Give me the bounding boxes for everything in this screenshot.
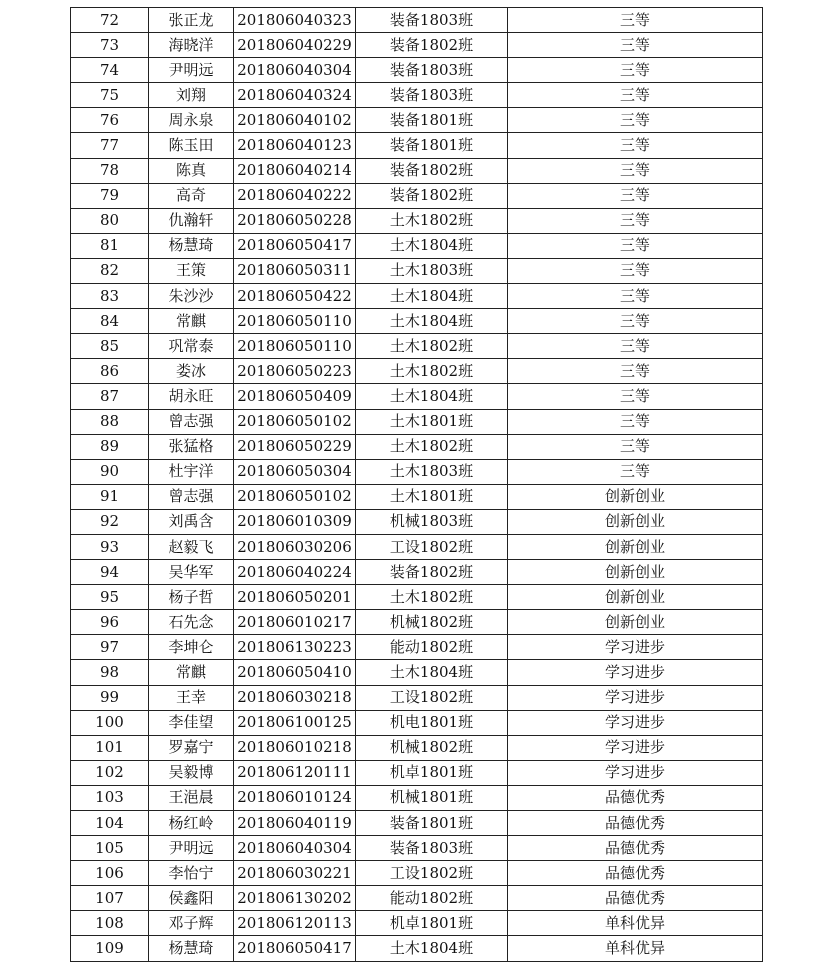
student-name-cell: 胡永旺 [149,384,234,409]
row-number-cell: 93 [71,534,149,559]
class-name-cell: 装备1801班 [356,108,508,133]
table-row [71,434,763,459]
student-name-cell: 李坤仑 [149,635,234,660]
student-name-cell: 王浥晨 [149,785,234,810]
award-type-cell: 学习进步 [508,735,763,760]
row-number-cell: 78 [71,158,149,183]
class-name-cell: 工设1802班 [356,685,508,710]
table-row [71,384,763,409]
award-type-cell: 创新创业 [508,484,763,509]
class-name-cell: 土木1803班 [356,258,508,283]
award-type-cell: 三等 [508,409,763,434]
class-name-cell: 工设1802班 [356,534,508,559]
award-type-cell: 三等 [508,284,763,309]
table-row [71,233,763,258]
row-number-cell: 89 [71,434,149,459]
student-id-cell: 201806040102 [234,108,356,133]
row-number-cell: 106 [71,861,149,886]
row-number-cell: 86 [71,359,149,384]
table-row [71,836,763,861]
student-name-cell: 杨慧琦 [149,233,234,258]
student-id-cell: 201806010217 [234,610,356,635]
student-id-cell: 201806050201 [234,585,356,610]
class-name-cell: 机械1802班 [356,735,508,760]
table-row [71,58,763,83]
award-type-cell: 三等 [508,208,763,233]
class-name-cell: 土木1802班 [356,208,508,233]
class-name-cell: 土木1802班 [356,585,508,610]
class-name-cell: 土木1803班 [356,459,508,484]
student-name-cell: 陈真 [149,158,234,183]
student-id-cell: 201806130223 [234,635,356,660]
table-row [71,785,763,810]
class-name-cell: 能动1802班 [356,635,508,660]
table-row [71,309,763,334]
award-type-cell: 创新创业 [508,509,763,534]
class-name-cell: 装备1803班 [356,58,508,83]
table-row [71,258,763,283]
row-number-cell: 75 [71,83,149,108]
student-id-cell: 201806040119 [234,811,356,836]
award-type-cell: 三等 [508,158,763,183]
row-number-cell: 80 [71,208,149,233]
student-name-cell: 杨红岭 [149,811,234,836]
student-id-cell: 201806100125 [234,710,356,735]
class-name-cell: 能动1802班 [356,886,508,911]
table-row [71,33,763,58]
student-id-cell: 201806040229 [234,33,356,58]
student-name-cell: 侯鑫阳 [149,886,234,911]
table-row [71,484,763,509]
class-name-cell: 装备1803班 [356,836,508,861]
row-number-cell: 76 [71,108,149,133]
student-id-cell: 201806010218 [234,735,356,760]
class-name-cell: 装备1802班 [356,158,508,183]
student-name-cell: 海晓洋 [149,33,234,58]
table-row [71,560,763,585]
table-row [71,284,763,309]
table-row [71,334,763,359]
class-name-cell: 装备1802班 [356,183,508,208]
award-type-cell: 创新创业 [508,534,763,559]
award-type-cell: 品德优秀 [508,811,763,836]
student-id-cell: 201806040304 [234,58,356,83]
award-type-cell: 创新创业 [508,610,763,635]
student-name-cell: 仇瀚轩 [149,208,234,233]
student-id-cell: 201806040304 [234,836,356,861]
student-id-cell: 201806040123 [234,133,356,158]
row-number-cell: 107 [71,886,149,911]
award-type-cell: 三等 [508,309,763,334]
table-row [71,208,763,233]
class-name-cell: 装备1803班 [356,8,508,33]
row-number-cell: 73 [71,33,149,58]
table-row [71,158,763,183]
award-type-cell: 创新创业 [508,585,763,610]
student-name-cell: 娄冰 [149,359,234,384]
row-number-cell: 72 [71,8,149,33]
student-id-cell: 201806040324 [234,83,356,108]
student-id-cell: 201806010124 [234,785,356,810]
student-id-cell: 201806050102 [234,484,356,509]
table-row [71,133,763,158]
student-name-cell: 石先念 [149,610,234,635]
award-list-table [70,7,763,962]
student-id-cell: 201806050422 [234,284,356,309]
table-row [71,108,763,133]
award-type-cell: 创新创业 [508,560,763,585]
table-body [71,8,763,962]
student-id-cell: 201806040224 [234,560,356,585]
student-name-cell: 尹明远 [149,836,234,861]
student-name-cell: 吴华军 [149,560,234,585]
table-row [71,534,763,559]
class-name-cell: 土木1802班 [356,359,508,384]
student-id-cell: 201806030221 [234,861,356,886]
table-row [71,886,763,911]
row-number-cell: 83 [71,284,149,309]
student-name-cell: 尹明远 [149,58,234,83]
student-id-cell: 201806030218 [234,685,356,710]
award-type-cell: 三等 [508,33,763,58]
student-name-cell: 高奇 [149,183,234,208]
row-number-cell: 92 [71,509,149,534]
class-name-cell: 机械1803班 [356,509,508,534]
row-number-cell: 109 [71,936,149,961]
class-name-cell: 土木1804班 [356,233,508,258]
row-number-cell: 103 [71,785,149,810]
student-name-cell: 张正龙 [149,8,234,33]
class-name-cell: 机械1802班 [356,610,508,635]
table-row [71,811,763,836]
class-name-cell: 机电1801班 [356,710,508,735]
student-id-cell: 201806130202 [234,886,356,911]
student-name-cell: 朱沙沙 [149,284,234,309]
student-name-cell: 罗嘉宁 [149,735,234,760]
class-name-cell: 装备1803班 [356,83,508,108]
award-type-cell: 三等 [508,83,763,108]
row-number-cell: 102 [71,760,149,785]
student-name-cell: 刘翔 [149,83,234,108]
table-row [71,936,763,961]
student-id-cell: 201806050110 [234,334,356,359]
student-name-cell: 杜宇洋 [149,459,234,484]
student-name-cell: 杨慧琦 [149,936,234,961]
class-name-cell: 机卓1801班 [356,911,508,936]
table-row [71,685,763,710]
row-number-cell: 77 [71,133,149,158]
student-name-cell: 巩常泰 [149,334,234,359]
student-id-cell: 201806050228 [234,208,356,233]
student-id-cell: 201806050223 [234,359,356,384]
student-name-cell: 张猛格 [149,434,234,459]
table-row [71,83,763,108]
award-type-cell: 品德优秀 [508,836,763,861]
table-row [71,183,763,208]
row-number-cell: 81 [71,233,149,258]
award-type-cell: 三等 [508,459,763,484]
class-name-cell: 土木1802班 [356,334,508,359]
class-name-cell: 土木1801班 [356,484,508,509]
row-number-cell: 97 [71,635,149,660]
award-type-cell: 三等 [508,183,763,208]
award-type-cell: 三等 [508,384,763,409]
table-row [71,911,763,936]
student-id-cell: 201806050229 [234,434,356,459]
student-id-cell: 201806030206 [234,534,356,559]
student-id-cell: 201806040214 [234,158,356,183]
row-number-cell: 74 [71,58,149,83]
award-type-cell: 三等 [508,233,763,258]
student-name-cell: 邓子辉 [149,911,234,936]
class-name-cell: 土木1804班 [356,309,508,334]
award-type-cell: 三等 [508,108,763,133]
award-type-cell: 学习进步 [508,660,763,685]
class-name-cell: 土木1801班 [356,409,508,434]
row-number-cell: 88 [71,409,149,434]
row-number-cell: 96 [71,610,149,635]
table-row [71,861,763,886]
table-row [71,610,763,635]
class-name-cell: 装备1801班 [356,811,508,836]
row-number-cell: 108 [71,911,149,936]
student-id-cell: 201806120111 [234,760,356,785]
award-type-cell: 学习进步 [508,710,763,735]
class-name-cell: 装备1802班 [356,33,508,58]
award-type-cell: 学习进步 [508,635,763,660]
table-row [71,585,763,610]
student-id-cell: 201806050410 [234,660,356,685]
student-name-cell: 王策 [149,258,234,283]
class-name-cell: 机卓1801班 [356,760,508,785]
student-id-cell: 201806040222 [234,183,356,208]
student-name-cell: 王幸 [149,685,234,710]
table-row [71,409,763,434]
award-type-cell: 三等 [508,133,763,158]
table-row [71,710,763,735]
award-type-cell: 三等 [508,359,763,384]
award-type-cell: 三等 [508,258,763,283]
row-number-cell: 87 [71,384,149,409]
row-number-cell: 84 [71,309,149,334]
student-id-cell: 201806050110 [234,309,356,334]
class-name-cell: 机械1801班 [356,785,508,810]
award-type-cell: 三等 [508,58,763,83]
student-id-cell: 201806050311 [234,258,356,283]
table-row [71,8,763,33]
row-number-cell: 91 [71,484,149,509]
class-name-cell: 工设1802班 [356,861,508,886]
student-id-cell: 201806050417 [234,936,356,961]
table-row [71,735,763,760]
row-number-cell: 104 [71,811,149,836]
award-type-cell: 品德优秀 [508,785,763,810]
student-name-cell: 刘禹含 [149,509,234,534]
student-name-cell: 李佳望 [149,710,234,735]
row-number-cell: 82 [71,258,149,283]
row-number-cell: 95 [71,585,149,610]
table-row [71,459,763,484]
student-id-cell: 201806010309 [234,509,356,534]
student-name-cell: 杨子哲 [149,585,234,610]
award-type-cell: 品德优秀 [508,861,763,886]
row-number-cell: 105 [71,836,149,861]
row-number-cell: 98 [71,660,149,685]
row-number-cell: 101 [71,735,149,760]
table-row [71,509,763,534]
table-row [71,660,763,685]
class-name-cell: 装备1802班 [356,560,508,585]
award-type-cell: 三等 [508,334,763,359]
award-type-cell: 三等 [508,434,763,459]
student-id-cell: 201806050417 [234,233,356,258]
row-number-cell: 90 [71,459,149,484]
student-name-cell: 周永泉 [149,108,234,133]
student-name-cell: 赵毅飞 [149,534,234,559]
student-name-cell: 陈玉田 [149,133,234,158]
row-number-cell: 79 [71,183,149,208]
student-id-cell: 201806120113 [234,911,356,936]
student-name-cell: 曾志强 [149,484,234,509]
award-type-cell: 品德优秀 [508,886,763,911]
class-name-cell: 装备1801班 [356,133,508,158]
row-number-cell: 85 [71,334,149,359]
row-number-cell: 100 [71,710,149,735]
class-name-cell: 土木1804班 [356,660,508,685]
award-type-cell: 三等 [508,8,763,33]
student-name-cell: 吴毅博 [149,760,234,785]
table-row [71,760,763,785]
student-id-cell: 201806040323 [234,8,356,33]
award-type-cell: 学习进步 [508,685,763,710]
student-id-cell: 201806050102 [234,409,356,434]
row-number-cell: 94 [71,560,149,585]
student-name-cell: 李怡宁 [149,861,234,886]
class-name-cell: 土木1802班 [356,434,508,459]
class-name-cell: 土木1804班 [356,284,508,309]
award-type-cell: 学习进步 [508,760,763,785]
class-name-cell: 土木1804班 [356,384,508,409]
student-name-cell: 常麒 [149,309,234,334]
table-row [71,359,763,384]
table-row [71,635,763,660]
student-name-cell: 常麒 [149,660,234,685]
row-number-cell: 99 [71,685,149,710]
student-name-cell: 曾志强 [149,409,234,434]
award-type-cell: 单科优异 [508,911,763,936]
class-name-cell: 土木1804班 [356,936,508,961]
student-id-cell: 201806050304 [234,459,356,484]
student-id-cell: 201806050409 [234,384,356,409]
award-type-cell: 单科优异 [508,936,763,961]
